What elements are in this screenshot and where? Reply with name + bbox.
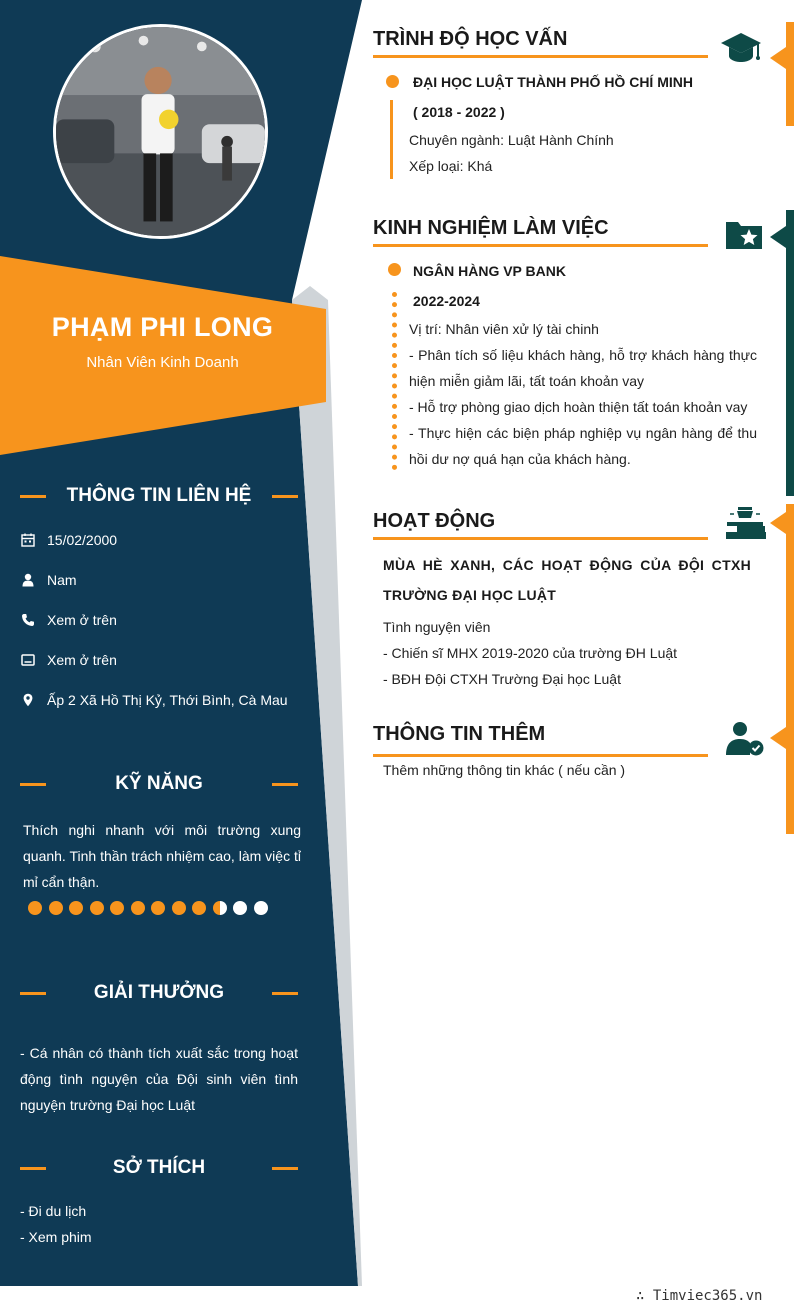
heading-dash (20, 783, 46, 786)
contact-heading (20, 483, 298, 509)
section-side-arrow (770, 47, 786, 69)
heading-dash (272, 495, 298, 498)
email-icon (20, 652, 36, 668)
experience-line: - Phân tích số liệu khách hàng, hỗ trợ khách hàng thực hiện miễn giảm lãi, tất toán khoản vay (409, 347, 757, 389)
skill-rating-dot (151, 901, 165, 915)
avatar (53, 24, 268, 239)
heading-dash (272, 992, 298, 995)
company-name: NGÂN HÀNG VP BANK (413, 263, 566, 279)
skill-rating-dot (233, 901, 247, 915)
skill-rating-dot (90, 901, 104, 915)
experience-heading: KINH NGHIỆM LÀM VIỆC (373, 217, 609, 239)
calendar-icon (20, 532, 36, 548)
birthday-value: 15/02/2000 (47, 532, 118, 548)
awards-heading (20, 980, 298, 1006)
skills-heading-text: KỸ NĂNG (115, 773, 203, 794)
heading-underline (373, 55, 708, 58)
education-grade: Xếp loại: Khá (409, 158, 493, 174)
skill-rating-dot (110, 901, 124, 915)
address-value: Ấp 2 Xã Hồ Thị Kỷ, Thới Bình, Cà Mau (47, 692, 288, 708)
skill-rating-dot (192, 901, 206, 915)
phone-icon (20, 612, 36, 628)
awards-text: - Cá nhân có thành tích xuất sắc trong hoạt động tình nguyện của Đội sinh viên tình nguyện trường Đại học Luật (20, 1045, 298, 1113)
education-major: Chuyên ngành: Luật Hành Chính (409, 132, 614, 148)
school-name: ĐẠI HỌC LUẬT THÀNH PHỐ HỒ CHÍ MINH (413, 74, 693, 90)
section-side-bar (786, 210, 794, 496)
timeline-line (390, 100, 393, 179)
heading-dash (20, 1167, 46, 1170)
skill-rating-dot (213, 901, 227, 915)
candidate-name: PHẠM PHI LONG (51, 312, 274, 342)
user-check-icon (724, 720, 766, 756)
email-value: Xem ở trên (47, 652, 117, 668)
skill-rating-dot (69, 901, 83, 915)
education-heading: TRÌNH ĐỘ HỌC VẤN (373, 28, 568, 50)
heading-dash (20, 992, 46, 995)
heading-underline (373, 244, 708, 247)
activity-item: - Chiến sĩ MHX 2019-2020 của trường ĐH Luật (383, 645, 678, 661)
additional-heading: THÔNG TIN THÊM (373, 723, 546, 745)
skill-rating-dot (172, 901, 186, 915)
podium-icon (724, 505, 766, 541)
heading-dash (272, 783, 298, 786)
additional-text: Thêm những thông tin khác ( nếu cần ) (383, 762, 626, 778)
timeline-dotted-line (392, 292, 398, 470)
education-period: ( 2018 - 2022 ) (413, 104, 505, 120)
skills-heading (20, 771, 298, 797)
section-side-bar (786, 504, 794, 834)
user-icon (20, 572, 36, 588)
activity-item: - BĐH Đội CTXH Trường Đại học Luật (383, 671, 621, 687)
graduation-cap-icon (720, 30, 762, 66)
experience-line: - Hỗ trợ phòng giao dịch hoàn thiện tất toán khoản vay (409, 399, 748, 415)
timeline-bullet (388, 263, 401, 276)
hobbies-heading (20, 1155, 298, 1181)
hobbies-heading-text: SỞ THÍCH (112, 1157, 206, 1178)
section-side-arrow (770, 512, 786, 534)
folder-star-icon (724, 216, 766, 252)
section-side-arrow (770, 727, 786, 749)
awards-heading-text: GIẢI THƯỞNG (93, 982, 225, 1003)
experience-position: Vị trí: Nhân viên xử lý tài chinh (409, 321, 599, 337)
activities-heading: HOẠT ĐỘNG (373, 510, 496, 532)
skill-rating-dot (131, 901, 145, 915)
experience-line: - Thực hiện các biện pháp nghiệp vụ ngân hàng để thu hồi dư nợ quá hạn của khách hàng. (409, 425, 757, 467)
skill-rating-dot (28, 901, 42, 915)
contact-birthday (20, 530, 320, 550)
location-icon (20, 692, 36, 708)
heading-underline (373, 537, 708, 540)
heading-dash (20, 495, 46, 498)
hobby-item: - Xem phim (20, 1229, 92, 1245)
section-side-arrow (770, 226, 786, 248)
contact-phone (20, 610, 320, 630)
activity-role: Tình nguyện viên (383, 619, 491, 635)
hobby-item: - Đi du lịch (20, 1203, 87, 1219)
contact-email (20, 650, 320, 670)
contact-gender (20, 570, 320, 590)
contact-address (20, 690, 320, 710)
skills-text: Thích nghi nhanh với môi trường xung quanh. Tinh thần trách nhiệm cao, làm việc tỉ mỉ cẩn thận. (23, 822, 301, 890)
job-title: Nhân Viên Kinh Doanh (86, 354, 239, 371)
skill-rating-dot (254, 901, 268, 915)
phone-value: Xem ở trên (47, 612, 117, 628)
activity-title: MÙA HÈ XANH, CÁC HOẠT ĐỘNG CỦA ĐỘI CTXH TRƯỜNG ĐẠI HỌC LUẬT (383, 557, 751, 603)
section-side-bar (786, 22, 794, 126)
gender-value: Nam (47, 572, 77, 588)
watermark: ∴ Timviec365.vn (636, 1288, 763, 1304)
timeline-bullet (386, 75, 399, 88)
skill-rating (28, 901, 268, 915)
contact-heading-text: THÔNG TIN LIÊN HỆ (66, 485, 252, 506)
experience-period: 2022-2024 (413, 293, 480, 309)
heading-dash (272, 1167, 298, 1170)
skill-rating-dot (49, 901, 63, 915)
profile-photo (56, 27, 265, 236)
